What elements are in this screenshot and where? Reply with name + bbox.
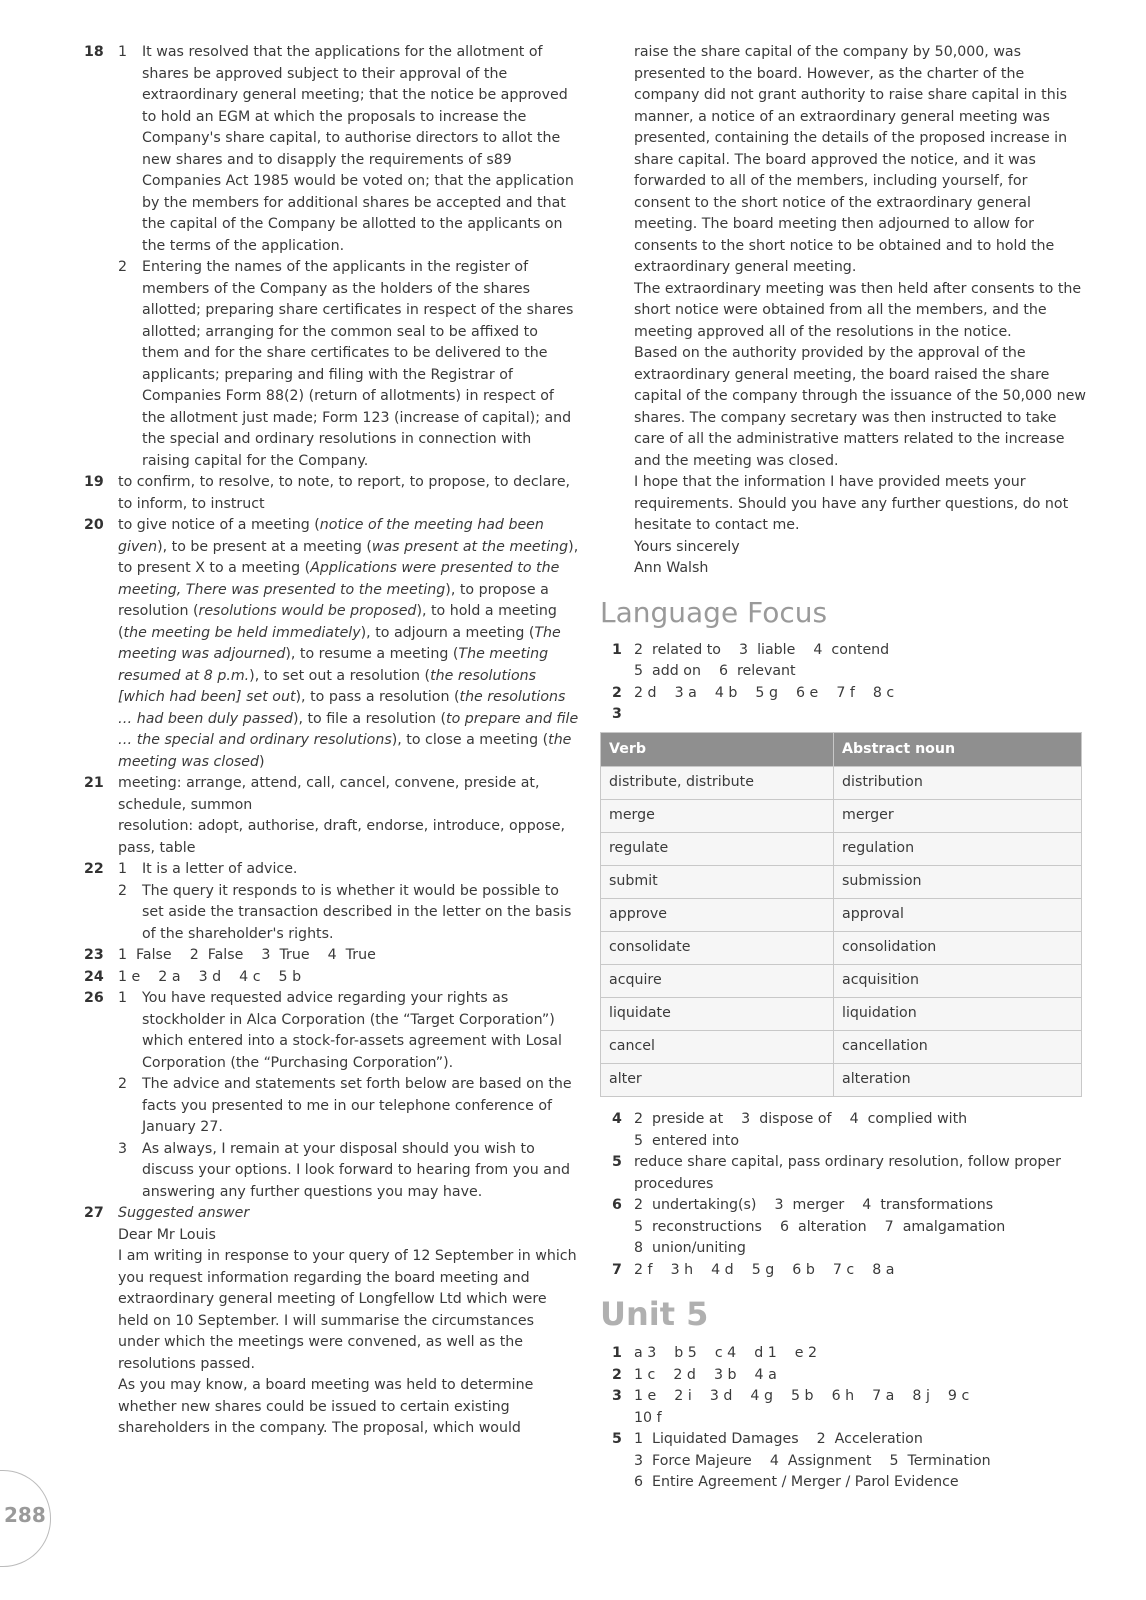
unit-answer-1 — [612, 1343, 1087, 1365]
sub-answer — [118, 859, 579, 881]
answer-number: 5 — [612, 1431, 622, 1447]
sub-answer — [118, 1074, 579, 1139]
sub-text: The query it responds to is whether it would be possible to set aside the transaction described in the letter on the basis of the shareholder's rights. — [142, 882, 572, 942]
letter-continuation — [612, 42, 1087, 580]
verb-cell: liquidate — [601, 998, 834, 1031]
table-row — [601, 1031, 1082, 1064]
answer-18 — [84, 42, 579, 472]
answer-text: 1 e 2 i 3 d 4 g 5 b 6 h 7 a 8 j 9 c — [634, 1388, 970, 1404]
collocation-text: ), to set out a resolution ( — [249, 667, 431, 684]
letter-signature: Ann Walsh — [634, 560, 709, 576]
noun-cell: distribution — [834, 767, 1082, 800]
answer-27 — [84, 1203, 579, 1440]
answer-number: 22 — [84, 861, 104, 877]
answer-text: 10 f — [634, 1409, 662, 1426]
sub-text: It was resolved that the applications for the allotment of shares be approved subject to their approval of the extraordinary general meeting; that the notice be approved to hold an EGM at which the proposals to increase the Company's share capital, to authorise directors to allot the new shares and to disapply the requirements of s89 Companies Act 1985 would be voted on; that the application by the members for additional shares be accepted and that the capital of the Company be allotted to the applicants on the terms of the application. — [142, 44, 574, 254]
verb-cell: cancel — [601, 1031, 834, 1064]
example-usage: notice of the meeting had been given — [118, 517, 544, 555]
verb-cell: distribute, distribute — [601, 767, 834, 800]
lf-answer-2 — [612, 683, 1087, 705]
verb-cell: merge — [601, 800, 834, 833]
answer-text: to confirm, to resolve, to note, to report, to propose, to declare, to inform, to instruct — [118, 474, 571, 512]
meeting-verbs: meeting: arrange, attend, call, cancel, convene, preside at, schedule, summon — [118, 775, 540, 813]
noun-cell: consolidation — [834, 932, 1082, 965]
example-usage: The meeting was adjourned — [118, 624, 561, 662]
sub-answer — [118, 1139, 579, 1204]
noun-cell: alteration — [834, 1064, 1082, 1097]
noun-cell: liquidation — [834, 998, 1082, 1031]
example-usage: was present at the meeting — [371, 538, 569, 555]
collocation-text: ), to hold a meeting ( — [118, 603, 557, 641]
noun-cell: approval — [834, 899, 1082, 932]
answer-text: reduce share capital, pass ordinary resolution, follow proper procedures — [634, 1154, 1061, 1192]
sub-text: The advice and statements set forth below are based on the facts you presented to me in our telephone conference of January 27. — [142, 1076, 572, 1135]
answer-text: 1 c 2 d 3 b 4 a — [634, 1366, 777, 1383]
lf-answer-7 — [612, 1260, 1087, 1282]
page-number-tab — [0, 1470, 51, 1567]
example-usage: the meeting be held immediately — [123, 624, 361, 641]
answer-number: 5 — [612, 1154, 622, 1170]
answer-text: 5 entered into — [634, 1132, 739, 1149]
column-header-verb: Verb — [601, 732, 834, 767]
answer-number: 18 — [84, 44, 104, 60]
sub-number: 1 — [118, 861, 128, 877]
page-number: 288 — [4, 1503, 46, 1527]
letter-paragraph: I am writing in response to your query of 12 September in which you request information regarding the board meeting and extraordinary general meeting of Longfellow Ltd which were held on 10 September. I will summarise the circumstances under which the meetings were convened, as well as the resolutions passed. — [118, 1248, 577, 1372]
example-usage: the meeting was closed — [118, 732, 572, 770]
letter-paragraph: As you may know, a board meeting was held to determine whether new shares could be issued to certain existing shareholders in the company. The proposal, which would — [118, 1377, 534, 1436]
table-row — [601, 899, 1082, 932]
sub-answer — [118, 257, 579, 472]
sub-text: It is a letter of advice. — [142, 861, 298, 877]
answer-text: 2 d 3 a 4 b 5 g 6 e 7 f 8 c — [634, 684, 895, 701]
sub-number: 2 — [118, 1076, 128, 1092]
answer-24 — [84, 967, 579, 989]
answer-number: 1 — [612, 1345, 622, 1361]
answer-number: 6 — [612, 1197, 622, 1213]
resolution-verbs: resolution: adopt, authorise, draft, endorse, introduce, oppose, pass, table — [118, 818, 566, 856]
sub-number: 1 — [118, 990, 128, 1006]
answer-number: 2 — [612, 1366, 622, 1383]
collocation-text: to give notice of a meeting ( — [118, 517, 320, 533]
table-row — [601, 1064, 1082, 1097]
example-usage: Applications were presented to the meeting, There was presented to the meeting — [118, 560, 560, 598]
answer-number: 19 — [84, 474, 104, 490]
sub-answer — [118, 881, 579, 946]
answer-number: 23 — [84, 947, 104, 963]
lf-answer-6 — [612, 1195, 1087, 1260]
table-header-row — [601, 732, 1082, 767]
letter-paragraph: I hope that the information I have provided meets your requirements. Should you have any further questions, do not hesitate to contact me. — [634, 474, 1069, 533]
table-row — [601, 866, 1082, 899]
example-usage: resolutions would be proposed — [198, 603, 417, 619]
lf-answer-4 — [612, 1109, 1087, 1152]
letter-closing: Yours sincerely — [634, 538, 740, 555]
answer-text: 1 Liquidated Damages 2 Acceleration — [634, 1431, 923, 1447]
sub-text: As always, I remain at your disposal should you wish to discuss your options. I look forward to hearing from you and answering any further questions you may have. — [142, 1140, 570, 1200]
answer-text: 2 related to 3 liable 4 contend — [634, 641, 890, 658]
noun-cell: merger — [834, 800, 1082, 833]
lf-answer-3 — [612, 704, 1087, 726]
answer-20 — [84, 515, 579, 773]
verb-cell: submit — [601, 866, 834, 899]
suggested-answer-label: Suggested answer — [118, 1205, 250, 1221]
example-usage: the resolutions … had been duly passed — [118, 689, 566, 727]
answer-text: 8 union/uniting — [634, 1240, 746, 1256]
answer-number: 24 — [84, 968, 104, 985]
collocation-text: ), to propose a resolution ( — [118, 581, 549, 619]
answer-number: 2 — [612, 684, 622, 701]
answer-text: 6 Entire Agreement / Merger / Parol Evidence — [634, 1474, 959, 1490]
answer-26 — [84, 988, 579, 1203]
answer-19 — [84, 472, 579, 515]
answer-23 — [84, 945, 579, 967]
answer-text: 2 preside at 3 dispose of 4 complied with — [634, 1111, 968, 1127]
table-row — [601, 965, 1082, 998]
verb-cell: approve — [601, 899, 834, 932]
lf-answer-5 — [612, 1152, 1087, 1195]
verb-cell: acquire — [601, 965, 834, 998]
left-column — [84, 42, 579, 1440]
answer-number: 21 — [84, 775, 104, 791]
collocation-text: ), to resume a meeting ( — [285, 646, 459, 662]
column-header-noun: Abstract noun — [834, 732, 1082, 767]
letter-paragraph: The extraordinary meeting was then held after consents to the short notice were obtained from all the members, and the meeting approved all of the resolutions in the notice. — [634, 280, 1082, 340]
answer-text: 5 add on 6 relevant — [634, 663, 796, 679]
answer-text: 1 False 2 False 3 True 4 True — [118, 947, 376, 963]
answer-22 — [84, 859, 579, 945]
sub-answer — [118, 988, 579, 1074]
noun-cell: acquisition — [834, 965, 1082, 998]
answer-number: 3 — [612, 706, 622, 722]
table-row — [601, 932, 1082, 965]
answer-text: 3 Force Majeure 4 Assignment 5 Termination — [634, 1452, 991, 1469]
verb-cell: consolidate — [601, 932, 834, 965]
answer-text: 5 reconstructions 6 alteration 7 amalgamation — [634, 1218, 1006, 1235]
right-column — [600, 42, 1087, 1494]
table-row — [601, 998, 1082, 1031]
unit-answer-5 — [612, 1429, 1087, 1494]
noun-cell: cancellation — [834, 1031, 1082, 1064]
collocation-text: ), to be present at a meeting ( — [157, 538, 372, 555]
answer-number: 20 — [84, 517, 104, 533]
sub-number: 3 — [118, 1140, 128, 1157]
unit-heading: Unit 5 — [600, 1295, 709, 1333]
answer-text: 1 e 2 a 3 d 4 c 5 b — [118, 968, 302, 985]
answer-number: 1 — [612, 641, 622, 658]
verb-noun-table — [600, 732, 1082, 1098]
example-usage: to prepare and file … the special and ordinary resolutions — [118, 710, 579, 748]
verb-cell: alter — [601, 1064, 834, 1097]
sub-number: 1 — [118, 44, 128, 60]
collocation-text: ), to file a resolution ( — [292, 710, 447, 727]
answer-text: a 3 b 5 c 4 d 1 e 2 — [634, 1345, 818, 1361]
verb-cell: regulate — [601, 833, 834, 866]
example-usage: The meeting resumed at 8 p.m. — [118, 646, 549, 684]
unit-answer-2 — [612, 1365, 1087, 1387]
noun-cell: submission — [834, 866, 1082, 899]
sub-number: 2 — [118, 259, 128, 275]
answer-number: 3 — [612, 1388, 622, 1404]
answer-text: 2 undertaking(s) 3 merger 4 transformations — [634, 1197, 994, 1213]
answer-21 — [84, 773, 579, 859]
collocation-text: ), to pass a resolution ( — [295, 689, 460, 705]
answer-number: 7 — [612, 1261, 622, 1278]
letter-salutation: Dear Mr Louis — [118, 1226, 216, 1243]
sub-text: Entering the names of the applicants in the register of members of the Company as the holders of the shares allotted; preparing share certificates in respect of the shares allotted; arranging for the common seal to be affixed to them and for the share certificates to be delivered to the applicants; preparing and filing with the Registrar of Companies Form 88(2) (return of allotments) in respect of the allotment just made; Form 123 (increase of capital); and the special and ordinary resolutions in connection with raising capital for the Company. — [142, 259, 574, 469]
collocation-text: ), to present X to a meeting ( — [118, 538, 579, 576]
collocation-text: ), to close a meeting ( — [391, 732, 549, 748]
collocation-text: ) — [259, 753, 265, 770]
example-usage: the resolutions [which had been] set out — [118, 667, 537, 705]
letter-paragraph: Based on the authority provided by the approval of the extraordinary general meeting, the board raised the share capital of the company through the issuance of the 50,000 new shares. The company secretary was then instructed to take care of all the administrative matters related to the increase and the meeting was closed. — [634, 345, 1086, 469]
answer-number: 27 — [84, 1205, 104, 1221]
answer-text: 2 f 3 h 4 d 5 g 6 b 7 c 8 a — [634, 1261, 895, 1278]
language-focus-heading: Language Focus — [600, 595, 828, 629]
answer-number: 26 — [84, 990, 104, 1006]
lf-answer-1 — [612, 640, 1087, 683]
answer-text — [118, 515, 579, 773]
letter-paragraph: raise the share capital of the company by 50,000, was presented to the board. However, as the charter of the company did not grant authority to raise share capital in this manner, a notice of an extraordinary general meeting was presented, containing the details of the proposed increase in share capital. The board approved the notice, and it was forwarded to all of the members, including yourself, for consent to the short notice of the extraordinary general meeting. The board meeting then adjourned to allow for consents to the short notice to be obtained and to hold the extraordinary general meeting. — [634, 44, 1068, 275]
table-row — [601, 833, 1082, 866]
sub-text: You have requested advice regarding your rights as stockholder in Alca Corporation (the “Target Corporation”) which entered into a stock-for-assets agreement with Losal Corporation (the “Purchasing Corporation”). — [142, 990, 562, 1071]
sub-number: 2 — [118, 882, 128, 899]
collocation-text: ), to adjourn a meeting ( — [360, 624, 535, 641]
table-row — [601, 767, 1082, 800]
answer-number: 4 — [612, 1111, 622, 1127]
table-row — [601, 800, 1082, 833]
noun-cell: regulation — [834, 833, 1082, 866]
sub-answer — [118, 42, 579, 257]
unit-answer-3 — [612, 1386, 1087, 1429]
